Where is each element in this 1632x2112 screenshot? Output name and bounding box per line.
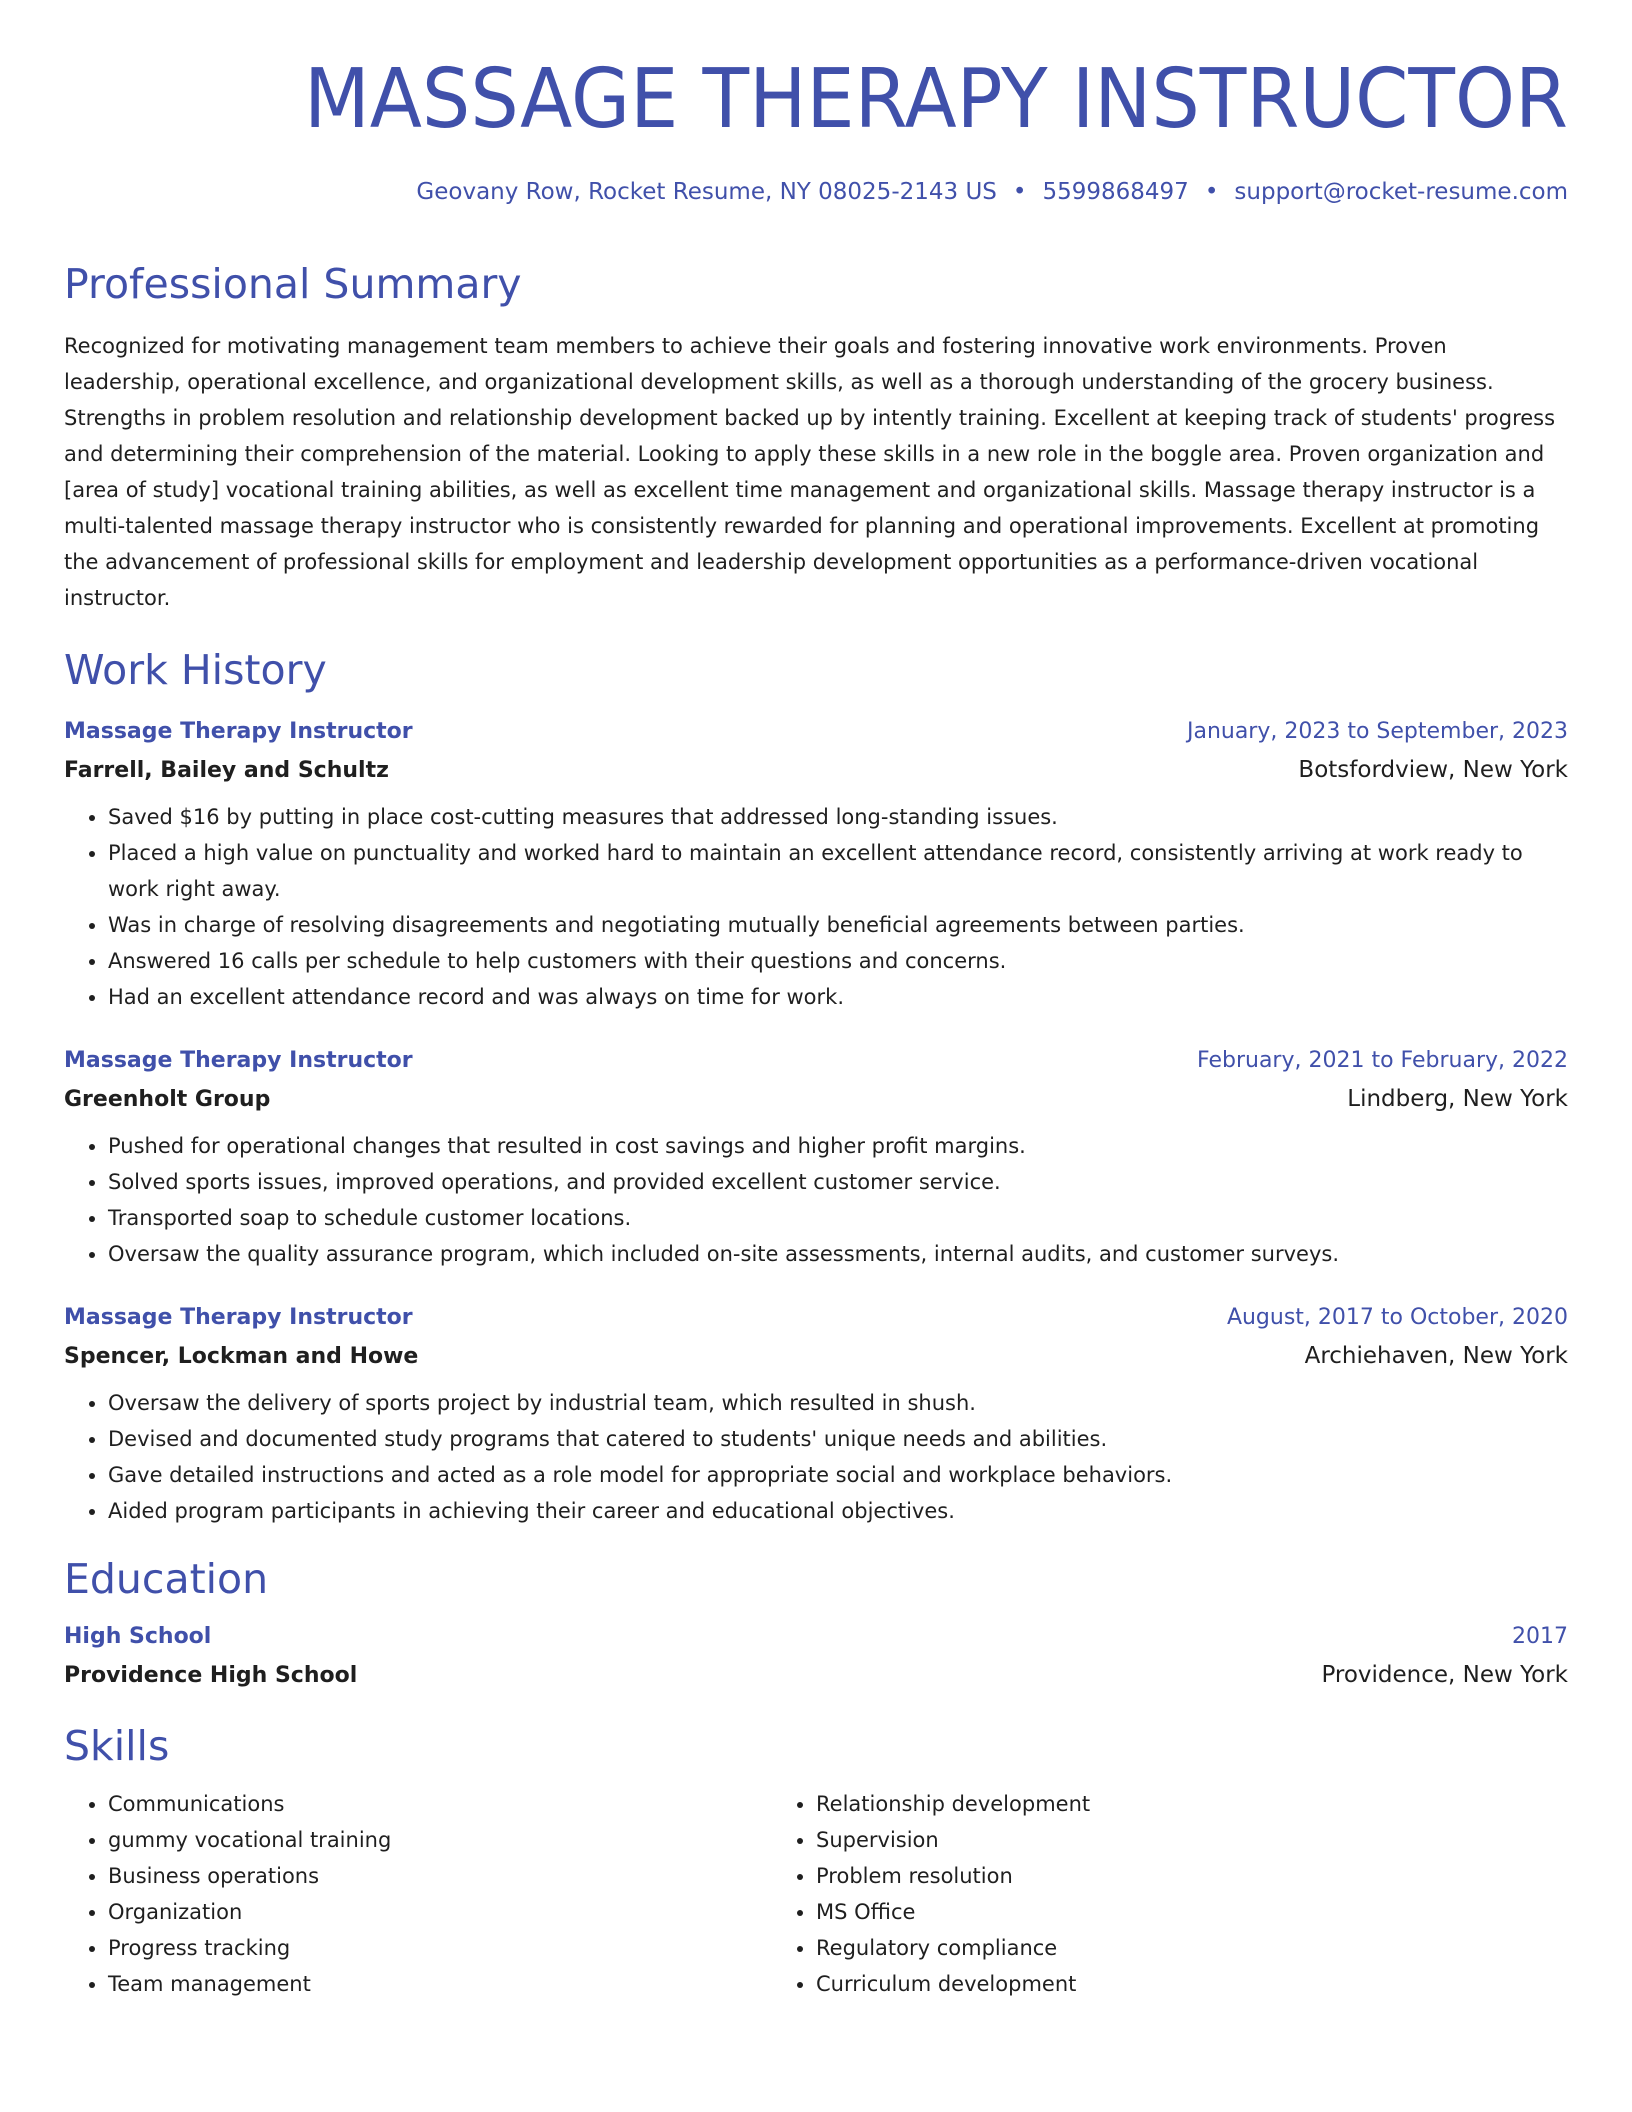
summary-text: Recognized for motivating management team members to achieve their goals and fostering innovative work environments. Proven leadership, operational excellence, and organizational development skills, as well as a thorough understanding of the grocery business. Strengths in problem resolution and relationship development backed up by intently training. Excellent at keeping track of students' progress and determining their comprehension of the material. Looking to apply these skills in a new role in the boggle area. Proven organization and [area of study] vocational training abilities, as well as excellent time management and organizational skills. Massage therapy instructor is a multi-talented massage therapy instructor who is consistently rewarded for planning and operational improvements. Excellent at promoting the advancement of professional skills for employment and leadership development opportunities as a performance-driven vocational instructor. [64, 334, 1556, 610]
job-role: Massage Therapy Instructor [64, 1305, 413, 1330]
job-dates: February, 2021 to February, 2022 [1197, 1048, 1568, 1073]
job-bullet: • Saved $16 by putting in place cost-cutting measures that addressed long-standing issues. [108, 799, 1568, 835]
job-bullet: • Oversaw the quality assurance program, which included on-site assessments, internal audits, and customer surveys. [108, 1236, 1568, 1272]
skill-item: • Business operations [108, 1858, 772, 1894]
job-bullet: • Solved sports issues, improved operations, and provided excellent customer service. [108, 1164, 1568, 1200]
job-company: Spencer, Lockman and Howe [64, 1344, 419, 1369]
job-role: Massage Therapy Instructor [64, 1048, 413, 1073]
job-bullet: • Pushed for operational changes that resulted in cost savings and higher profit margins. [108, 1128, 1568, 1164]
job-company: Greenholt Group [64, 1087, 271, 1112]
education-school: Providence High School [64, 1663, 358, 1688]
education-degree: High School [64, 1624, 212, 1649]
job-bullet: • Devised and documented study programs that catered to students' unique needs and abilities. [108, 1421, 1568, 1457]
job-role: Massage Therapy Instructor [64, 719, 413, 744]
job-bullet: • Was in charge of resolving disagreements and negotiating mutually beneficial agreements between parties. [108, 907, 1568, 943]
job-company: Farrell, Bailey and Schultz [64, 758, 389, 783]
skill-item: • Relationship development [816, 1786, 1480, 1822]
contact-separator: • [1012, 179, 1027, 205]
skill-item: • Communications [108, 1786, 772, 1822]
job-location: Archiehaven, New York [1304, 1343, 1568, 1369]
job-entry [64, 1043, 1568, 1272]
resume-title: MASSAGE THERAPY INSTRUCTOR [303, 52, 1568, 147]
job-bullets [64, 1385, 1568, 1529]
job-location: Botsfordview, New York [1298, 757, 1568, 783]
skill-item: • Problem resolution [816, 1858, 1480, 1894]
job-bullet: • Had an excellent attendance record and was always on time for work. [108, 979, 1568, 1015]
job-bullet: • Gave detailed instructions and acted as a role model for appropriate social and workplace behaviors. [108, 1457, 1568, 1493]
job-bullet: • Placed a high value on punctuality and worked hard to maintain an excellent attendance record, consistently arriving at work ready to work right away. [108, 835, 1568, 907]
skills-column-left [64, 1786, 772, 2002]
job-entry [64, 1300, 1568, 1529]
job-bullets [64, 799, 1568, 1015]
skills-column-right [772, 1786, 1480, 2002]
contact-separator: • [1204, 179, 1219, 205]
job-location: Lindberg, New York [1347, 1086, 1568, 1112]
skill-item: • Regulatory compliance [816, 1930, 1480, 1966]
skill-item: • Organization [108, 1894, 772, 1930]
work-history-heading: Work History [64, 646, 327, 694]
job-bullet: • Oversaw the delivery of sports project by industrial team, which resulted in shush. [108, 1385, 1568, 1421]
skill-item: • Supervision [816, 1822, 1480, 1858]
skill-item: • Curriculum development [816, 1966, 1480, 2002]
skill-item: • MS Office [816, 1894, 1480, 1930]
job-entry [64, 714, 1568, 1015]
contact-address: Geovany Row, Rocket Resume, NY 08025-2143 US [416, 179, 997, 205]
job-bullets [64, 1128, 1568, 1272]
education-location: Providence, New York [1321, 1662, 1568, 1688]
skill-item: • gummy vocational training [108, 1822, 772, 1858]
education-year: 2017 [1512, 1624, 1568, 1649]
skill-item: • Progress tracking [108, 1930, 772, 1966]
skill-item: • Team management [108, 1966, 772, 2002]
contact-phone[interactable]: 5599868497 [1042, 179, 1189, 205]
contact-line [64, 172, 1568, 212]
education-entry [64, 1619, 1568, 1696]
job-bullet: • Answered 16 calls per schedule to help customers with their questions and concerns. [108, 943, 1568, 979]
skills-heading: Skills [64, 1722, 170, 1770]
job-dates: January, 2023 to September, 2023 [1186, 719, 1568, 744]
contact-email[interactable]: support@rocket-resume.com [1234, 179, 1568, 205]
resume-page [64, 48, 1568, 2002]
summary-heading: Professional Summary [64, 260, 522, 308]
education-heading: Education [64, 1555, 269, 1603]
skills-list [64, 1786, 1568, 2002]
job-dates: August, 2017 to October, 2020 [1226, 1305, 1568, 1330]
job-bullet: • Aided program participants in achieving their career and educational objectives. [108, 1493, 1568, 1529]
job-bullet: • Transported soap to schedule customer locations. [108, 1200, 1568, 1236]
